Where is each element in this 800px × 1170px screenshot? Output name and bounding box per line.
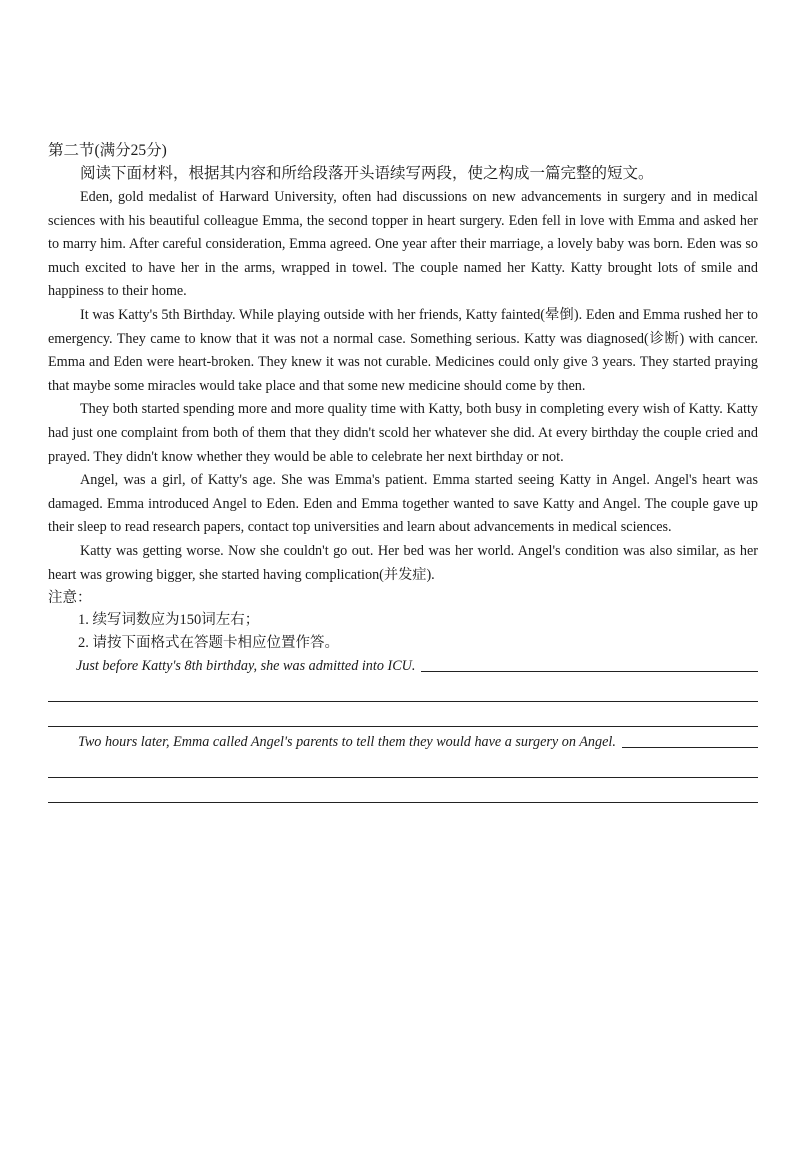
passage-paragraph: It was Katty's 5th Birthday. While playing outside with her friends, Katty fainted(晕倒). Eden and Emma rushed her to emergency. They came to know that it was not a normal case. Something serious. Katty was diagnosed(诊断) with cancer. Emma and Eden were heart-broken. They knew it was not curable. Medicines could only give 3 years. They started praying that maybe some miracles would take place and that some new medicine should come by then. xyxy=(48,306,758,394)
note-item: 1. 续写词数应为150词左右； xyxy=(78,612,260,629)
passage-paragraph: Katty was getting worse. Now she couldn't go out. Her bed was her world. Angel's condition was also similar, as her heart was growing bigger, she started having complication(并发症). xyxy=(48,542,758,583)
passage-paragraph: Eden, gold medalist of Harward University, often had discussions on new advancements in surgery and in medical sciences with his beautiful colleague Emma, the second topper in heart surgery. Eden fell in love with Emma and asked her to marry him. After careful consideration, Emma agreed. One year after their marriage, a lovely baby was born. Eden was so much excited to have her in the arms, wrapped in towel. The couple named her Katty. Katty brought lots of smile and happiness to their home. xyxy=(48,189,758,300)
notes-title: 注意： xyxy=(48,590,92,607)
continuation-prompt-1 xyxy=(76,655,758,677)
worksheet-page xyxy=(48,140,758,803)
continuation-prompt-2 xyxy=(78,731,758,753)
note-item: 2. 请按下面格式在答题卡相应位置作答。 xyxy=(78,635,339,652)
section-instruction: 阅读下面材料，根据其内容和所给段落开头语续写两段，使之构成一篇完整的短文。 xyxy=(80,165,654,182)
writing-area xyxy=(48,655,758,803)
notes xyxy=(48,587,758,655)
passage-paragraph: They both started spending more and more quality time with Katty, both busy in completing every wish of Katty. Katty had just one complaint from both of them that they didn't scold her whatever she did. At every birthday the couple cried and prayed. They didn't know whether they would be able to celebrate her next birthday or not. xyxy=(48,401,758,465)
passage xyxy=(48,186,758,587)
answer-line[interactable] xyxy=(421,670,758,672)
passage-paragraph: Angel, was a girl, of Katty's age. She was Emma's patient. Emma started seeing Katty in Angel. Angel's heart was damaged. Emma introduced Angel to Eden. Eden and Emma together wanted to save Katty and Angel. The couple gave up their sleep to read research papers, contact top universities and learn about advancements in medical sciences. xyxy=(48,472,758,536)
prompt-text: Two hours later, Emma called Angel's parents to tell them they would have a surgery on Angel. xyxy=(78,734,616,751)
answer-line[interactable] xyxy=(622,746,758,748)
section-title: 第二节(满分25分) xyxy=(48,142,167,159)
prompt-text: Just before Katty's 8th birthday, she was admitted into ICU. xyxy=(76,658,416,675)
answer-line[interactable] xyxy=(48,702,758,727)
answer-line[interactable] xyxy=(48,677,758,702)
answer-line[interactable] xyxy=(48,778,758,803)
answer-line[interactable] xyxy=(48,753,758,778)
